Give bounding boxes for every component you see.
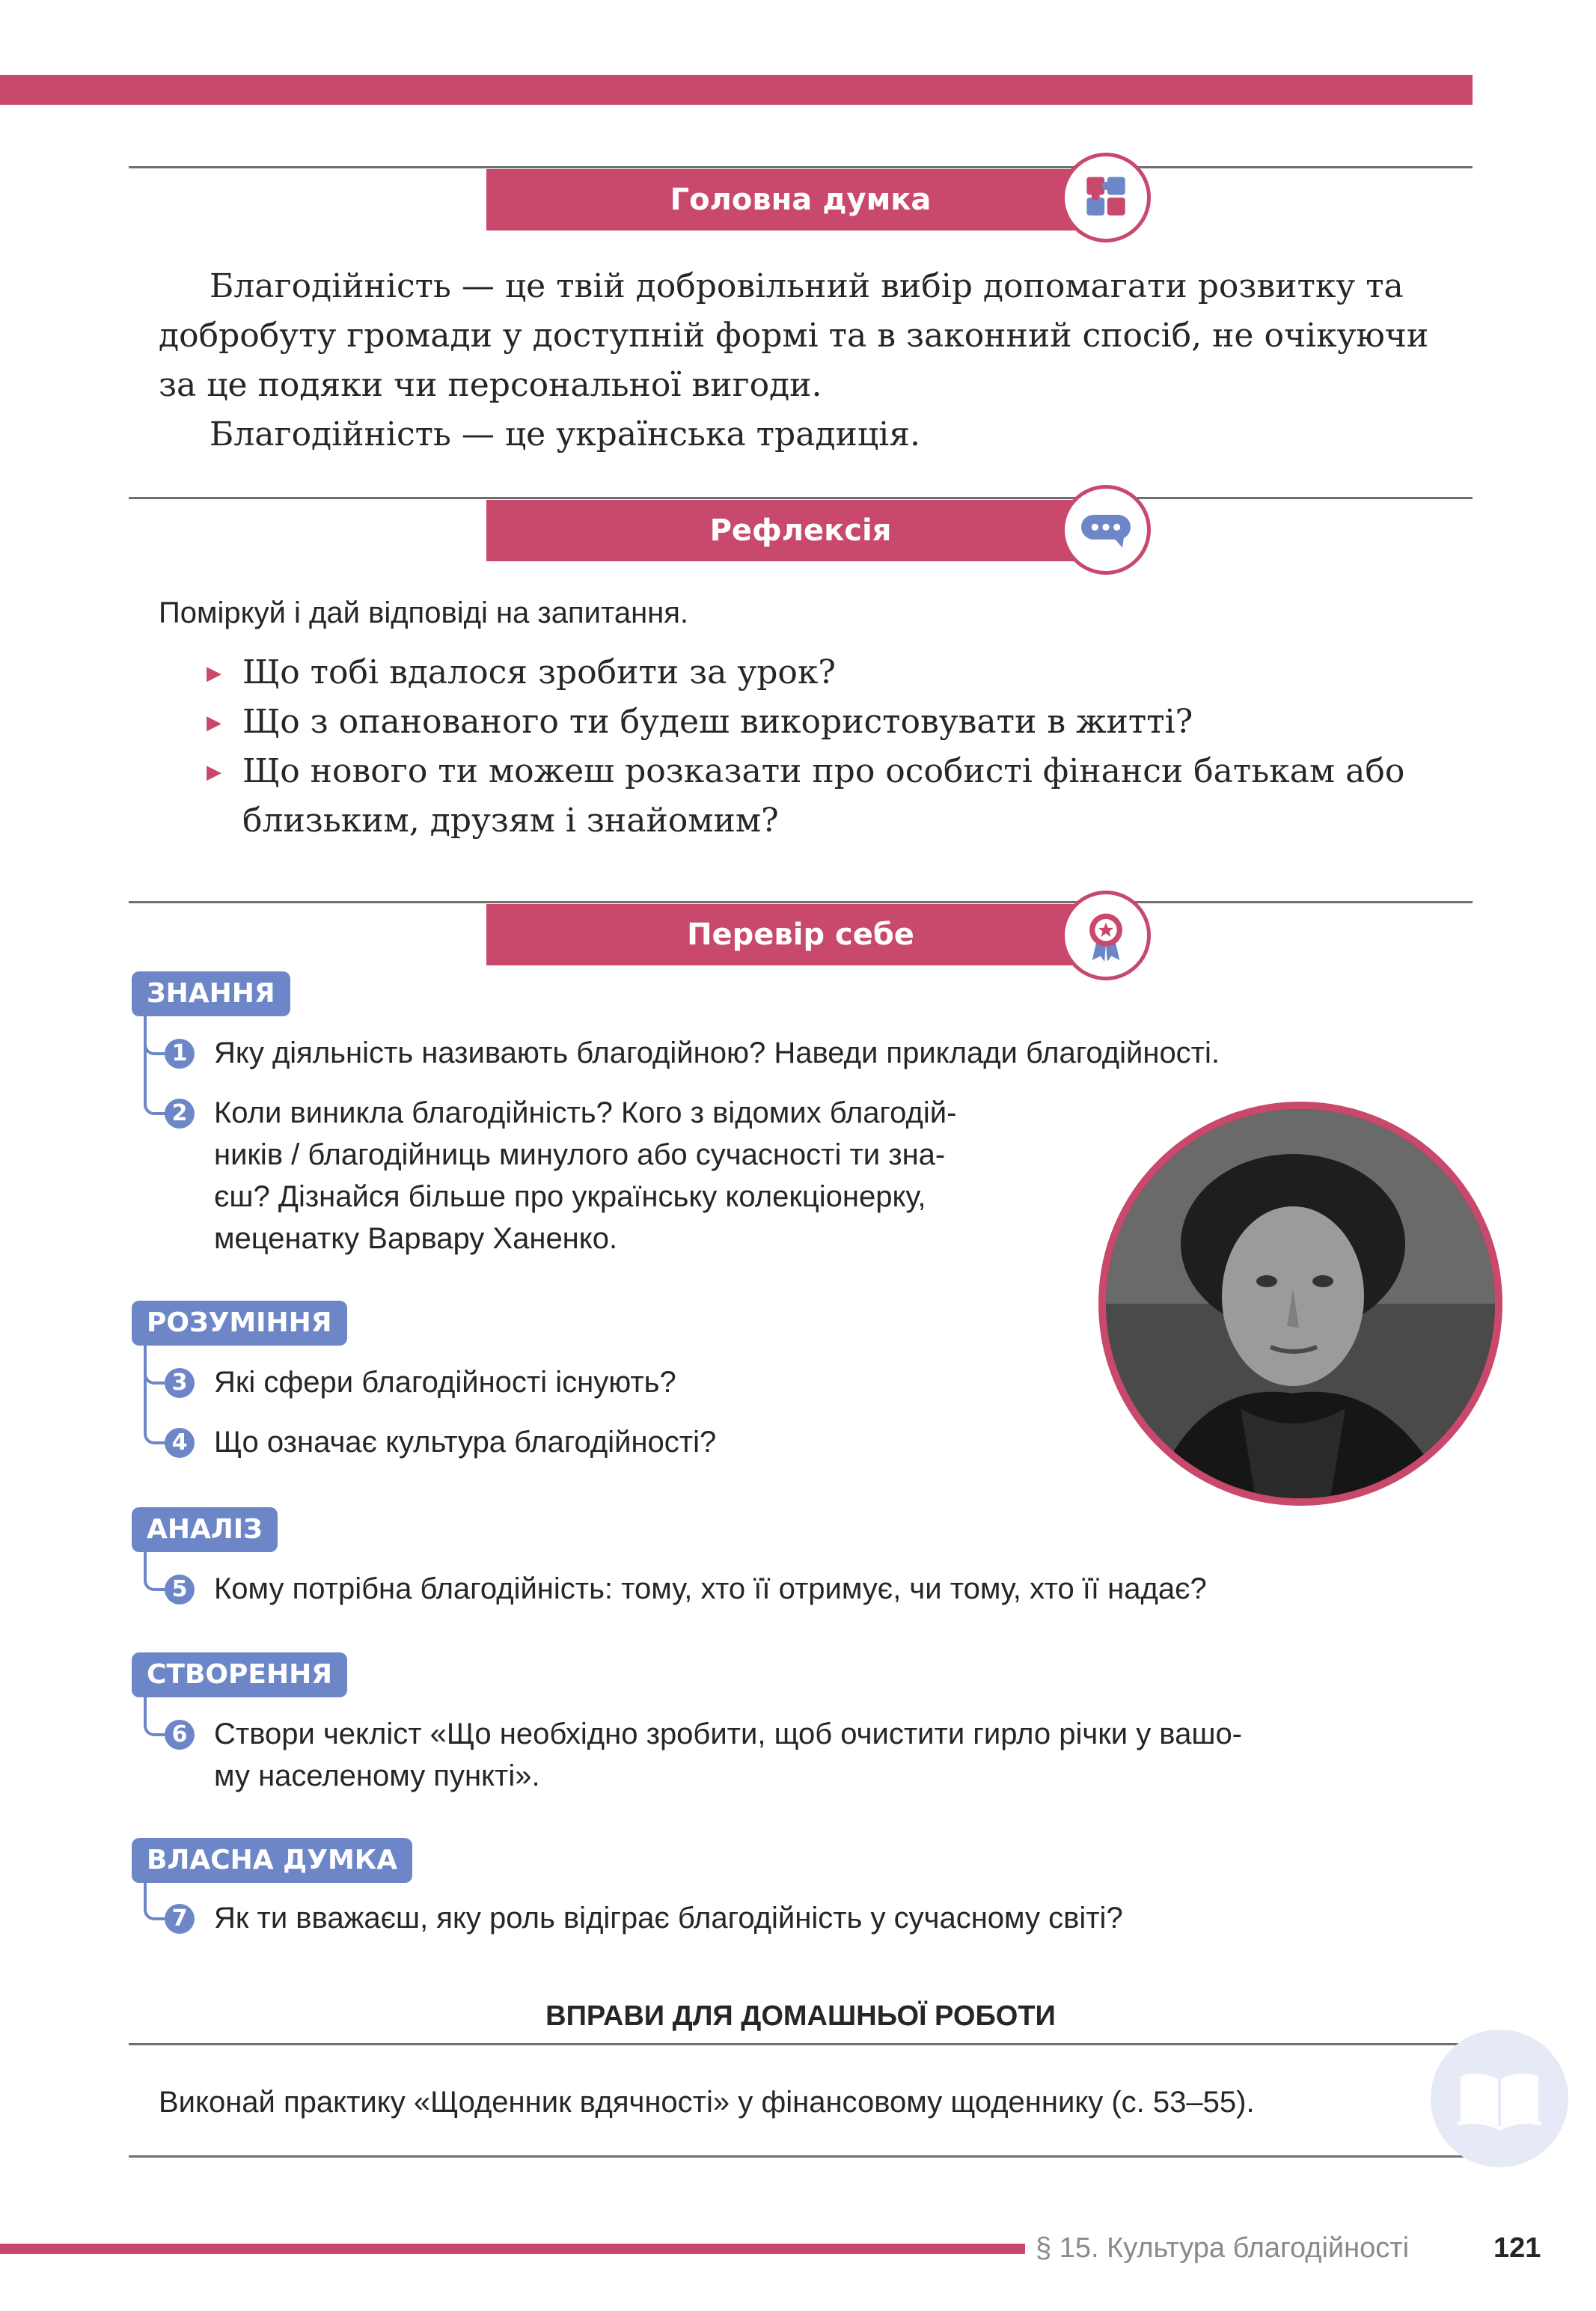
page-number: 121 xyxy=(1493,2232,1541,2264)
section-divider xyxy=(129,901,1473,903)
reflection-bullet-1: Що тобі вдалося зробити за урок? xyxy=(242,653,836,692)
puzzle-icon xyxy=(1061,153,1151,242)
main-idea-title: Головна думка xyxy=(486,169,1115,231)
main-idea-line-2: добробуту громади у доступній формі та в законний спосіб, не очікуючи xyxy=(159,317,1429,355)
bullet-marker: ▶ xyxy=(207,711,221,733)
category-own-opinion: ВЛАСНА ДУМКА xyxy=(132,1838,412,1883)
question-number-3: 3 xyxy=(165,1368,195,1398)
question-2-line-1: Коли виникла благодійність? Кого з відомих благодій- xyxy=(214,1096,957,1129)
section-divider xyxy=(129,497,1473,499)
connector-line xyxy=(144,1346,166,1444)
question-number-1: 1 xyxy=(165,1039,195,1069)
question-7-text: Як ти вважаєш, яку роль відіграє благодійність у сучасному світі? xyxy=(214,1902,1123,1935)
portrait-photo xyxy=(1098,1102,1502,1506)
reflection-bullet-3-cont: близьким, друзям і знайомим? xyxy=(242,802,779,840)
category-creation: СТВОРЕННЯ xyxy=(132,1652,347,1697)
self-check-title: Перевір себе xyxy=(486,904,1115,965)
bullet-marker: ▶ xyxy=(207,760,221,783)
footer-section-label: § 15. Культура благодійності xyxy=(1036,2232,1410,2264)
homework-title: ВПРАВИ ДЛЯ ДОМАШНЬОЇ РОБОТИ xyxy=(545,2000,1056,2032)
question-number-2: 2 xyxy=(165,1099,195,1129)
question-2-line-3: єш? Дізнайся більше про українську колекціонерку, xyxy=(214,1180,926,1213)
question-number-6: 6 xyxy=(165,1720,195,1750)
question-number-5: 5 xyxy=(165,1575,195,1605)
main-idea-paragraph-2: Благодійність — це українська традиція. xyxy=(210,415,920,454)
homework-divider-bottom xyxy=(129,2155,1473,2158)
footer-accent-bar xyxy=(0,2244,1025,2254)
connector-line xyxy=(144,1883,166,1920)
main-idea-line-1: Благодійність — це твій добровільний вибір допомагати розвитку та xyxy=(210,267,1404,305)
book-icon xyxy=(1431,2030,1568,2167)
category-analysis: АНАЛІЗ xyxy=(132,1507,278,1552)
connector-line xyxy=(144,1016,166,1115)
homework-text: Виконай практику «Щоденник вдячності» у фінансовому щоденнику (с. 53–55). xyxy=(159,2086,1255,2119)
award-ribbon-icon xyxy=(1061,891,1151,980)
question-number-7: 7 xyxy=(165,1904,195,1934)
top-accent-bar xyxy=(0,75,1473,105)
question-5-text: Кому потрібна благодійність: тому, хто її отримує, чи тому, хто її надає? xyxy=(214,1572,1207,1605)
connector-line xyxy=(144,1552,166,1591)
category-knowledge: ЗНАННЯ xyxy=(132,971,290,1016)
question-1-text: Яку діяльність називають благодійною? Наведи приклади благодійності. xyxy=(214,1037,1220,1069)
question-3-text: Які сфери благодійності існують? xyxy=(214,1366,676,1399)
question-number-4: 4 xyxy=(165,1428,195,1458)
question-6-line-2: му населеному пункті». xyxy=(214,1759,540,1792)
main-idea-line-3: за це подяки чи персональної вигоди. xyxy=(159,366,822,404)
question-2-line-2: ників / благодійниць минулого або сучасності ти зна- xyxy=(214,1138,946,1171)
question-2-line-4: меценатку Варвару Ханенко. xyxy=(214,1222,618,1255)
category-understanding: РОЗУМІННЯ xyxy=(132,1301,347,1346)
question-4-text: Що означає культура благодійності? xyxy=(214,1426,717,1459)
section-divider xyxy=(129,166,1473,168)
speech-bubble-icon xyxy=(1061,485,1151,575)
connector-line xyxy=(144,1697,166,1736)
question-6-line-1: Створи чекліст «Що необхідно зробити, щоб очистити гирло річки у вашо- xyxy=(214,1718,1243,1750)
reflection-title: Рефлексія xyxy=(486,500,1115,561)
bullet-marker: ▶ xyxy=(207,662,221,684)
reflection-intro: Поміркуй і дай відповіді на запитання. xyxy=(159,596,689,629)
reflection-bullet-2: Що з опанованого ти будеш використовувати в житті? xyxy=(242,703,1193,741)
reflection-bullet-3: Що нового ти можеш розказати про особисті фінанси батькам або xyxy=(242,752,1405,790)
homework-divider-top xyxy=(129,2043,1473,2045)
